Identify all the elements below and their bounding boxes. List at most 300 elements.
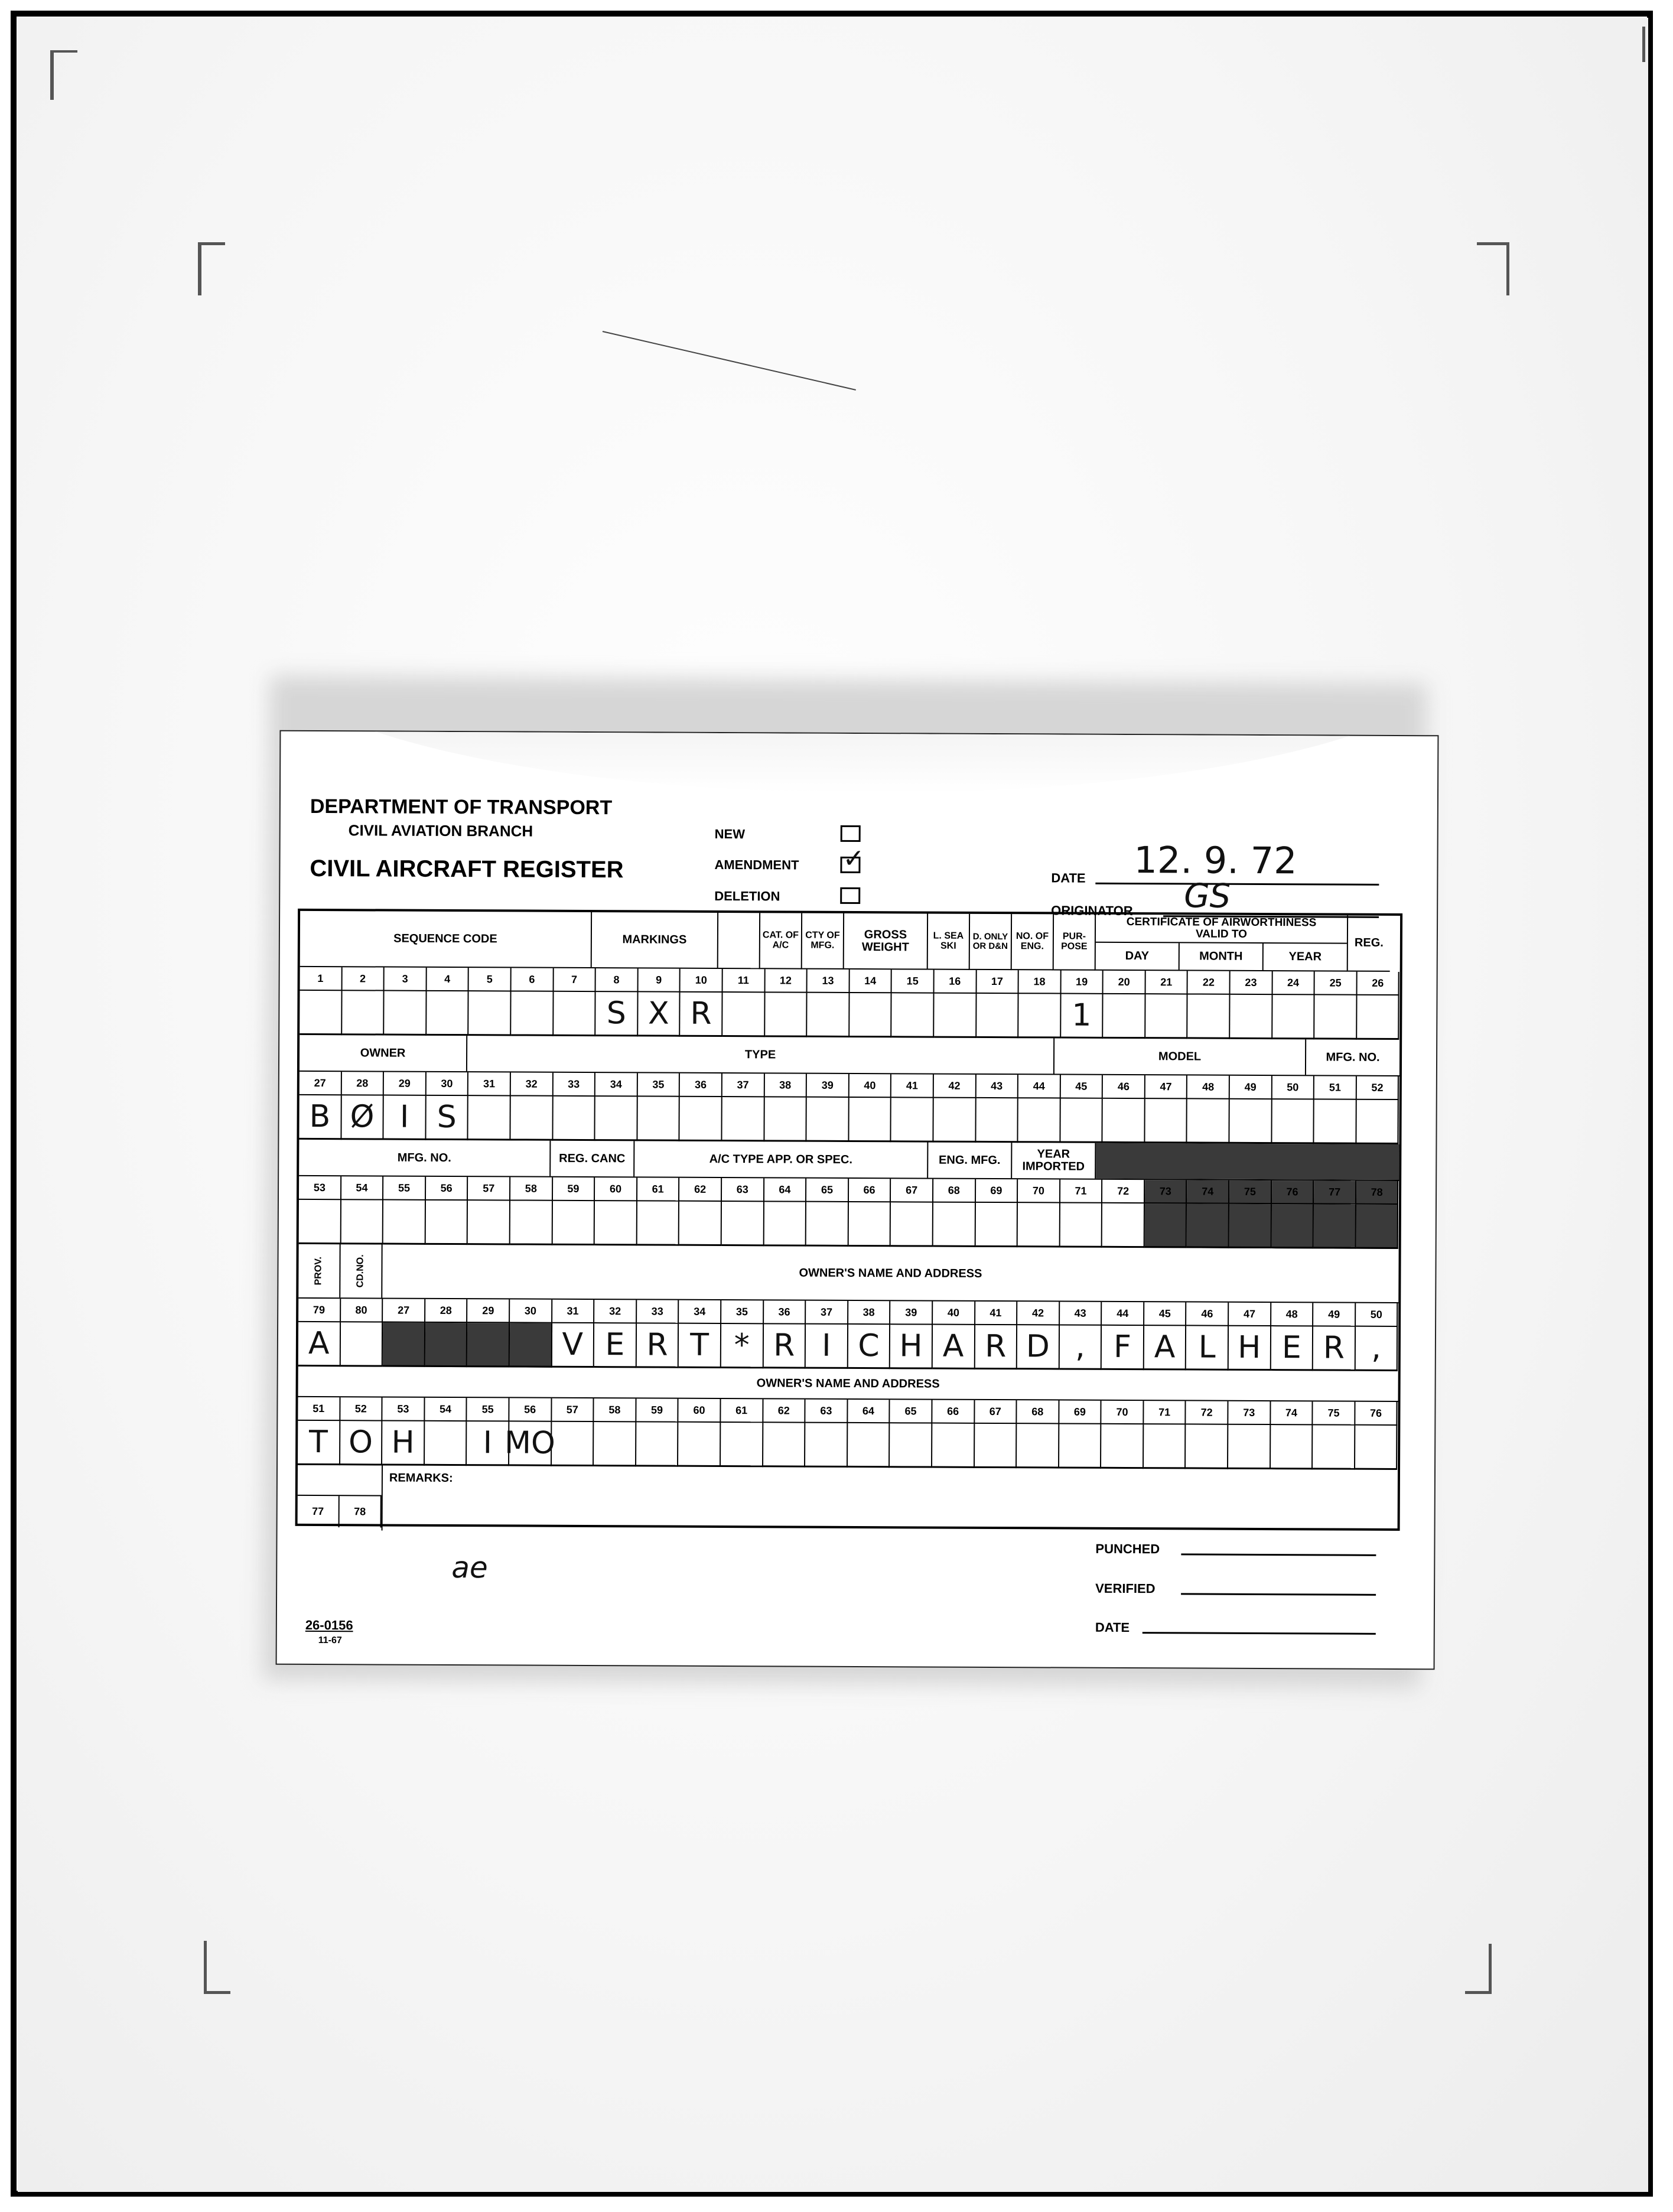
entry-cell[interactable] (1314, 1204, 1356, 1248)
entry-cell[interactable] (1102, 1203, 1145, 1248)
entry-cell[interactable] (891, 1202, 933, 1247)
entry-cell[interactable] (1272, 995, 1315, 1039)
card-curl (276, 730, 1439, 796)
entry-cell[interactable]: T (298, 1421, 340, 1465)
column-number: 66 (932, 1400, 975, 1424)
entry-cell[interactable]: C (848, 1325, 890, 1369)
blank-header (718, 913, 760, 969)
entry-cell[interactable] (1145, 1203, 1187, 1248)
column-number: 76 (1355, 1402, 1398, 1426)
column-number: 73 (1145, 1180, 1187, 1203)
cdno-label: CD.NO. (355, 1254, 366, 1288)
column-number: 50 (1272, 1076, 1314, 1100)
column-number: 79 (298, 1299, 341, 1322)
entry-cell[interactable] (1271, 1204, 1314, 1248)
column-number: 26 (1357, 972, 1399, 996)
cdno-header (340, 1244, 382, 1297)
column-number: 31 (552, 1300, 595, 1323)
entry-cell[interactable] (806, 1202, 849, 1247)
column-number: 38 (848, 1301, 891, 1325)
entry-cell[interactable] (341, 1200, 383, 1244)
shaded-block (1096, 1143, 1399, 1180)
entry-cell[interactable] (678, 1423, 721, 1467)
entry-cell[interactable] (594, 1422, 636, 1466)
entry-cell[interactable] (636, 1422, 679, 1466)
entry-cell[interactable]: B (299, 1095, 341, 1140)
column-number: 61 (637, 1177, 680, 1201)
row5-header (298, 1367, 1398, 1402)
column-number: 60 (679, 1399, 721, 1423)
column-number: 46 (1187, 1302, 1229, 1326)
column-number: 59 (636, 1398, 679, 1422)
entry-cell[interactable] (1145, 1099, 1187, 1143)
entry-cell[interactable] (1103, 994, 1145, 1039)
entry-cell[interactable] (552, 1201, 595, 1245)
reg-header: REG. (1348, 916, 1390, 972)
aircraft-register-card (276, 730, 1439, 1670)
new-label: NEW (714, 826, 746, 842)
crop-mark (198, 242, 225, 295)
entry-cell[interactable] (890, 1423, 932, 1468)
entry-cell[interactable] (510, 1096, 553, 1140)
entry-cell[interactable]: I (806, 1325, 848, 1369)
entry-cell[interactable] (1101, 1424, 1144, 1469)
column-number: 12 (765, 969, 808, 993)
crop-mark (1465, 1944, 1492, 1994)
entry-cell[interactable] (977, 994, 1019, 1038)
entry-cell[interactable]: A (298, 1322, 341, 1367)
column-number: 63 (722, 1178, 764, 1202)
remarks-label: REMARKS: (389, 1471, 453, 1485)
column-number: 74 (1271, 1401, 1313, 1425)
no-eng-header: NO. OF ENG. (1012, 914, 1054, 970)
register-title: CIVIL AIRCRAFT REGISTER (310, 855, 624, 883)
row3-header (299, 1140, 1399, 1181)
airworthiness-title: CERTIFICATE OF AIRWORTHINESS VALID TO (1096, 915, 1347, 944)
amendment-label: AMENDMENT (714, 857, 799, 873)
type-header: TYPE (467, 1036, 1054, 1074)
entry-cell[interactable]: F (1102, 1326, 1144, 1370)
column-number: 39 (890, 1301, 933, 1325)
entry-cell[interactable] (680, 1097, 722, 1141)
column-number: 58 (594, 1398, 637, 1422)
entry-cell[interactable]: I (467, 1421, 509, 1466)
column-number: 76 (1272, 1180, 1314, 1204)
column-number: 64 (848, 1400, 890, 1423)
entry-cell[interactable] (427, 991, 469, 1036)
crop-mark (1619, 27, 1645, 62)
entry-cell[interactable] (1356, 1205, 1398, 1249)
column-number: 3 (385, 968, 427, 991)
mfg-no-header: MFG. NO. (1326, 1050, 1380, 1064)
column-number: 38 (764, 1074, 807, 1097)
gross-weight-header: GROSS WEIGHT (844, 913, 928, 970)
column-number: 70 (1018, 1179, 1060, 1203)
column-number: 69 (1059, 1400, 1102, 1424)
ac-type-header: A/C TYPE APP. OR SPEC. (634, 1141, 928, 1177)
entry-cell[interactable]: , (1059, 1325, 1102, 1370)
column-number: 54 (341, 1176, 384, 1200)
remarks-divider (382, 1465, 383, 1530)
entry-cell[interactable] (511, 991, 554, 1036)
entry-cell[interactable] (1355, 1426, 1398, 1470)
entry-cell[interactable] (1059, 1424, 1102, 1468)
entry-cell[interactable] (1188, 994, 1231, 1039)
column-number: 37 (806, 1301, 848, 1325)
year-imported-header: YEAR IMPORTED (1012, 1143, 1096, 1179)
entry-cell[interactable] (595, 1097, 638, 1141)
year-header: YEAR (1288, 950, 1322, 964)
entry-cell[interactable] (1017, 1424, 1059, 1468)
column-number: 29 (467, 1299, 510, 1323)
column-number: 19 (1061, 971, 1104, 994)
entry-cell[interactable] (764, 1202, 806, 1246)
entry-cell[interactable] (1228, 1425, 1271, 1469)
column-number: 47 (1229, 1303, 1271, 1326)
verified-line (1181, 1593, 1376, 1595)
column-number: 57 (552, 1398, 594, 1422)
entry-cell[interactable]: R (681, 993, 723, 1037)
column-number: 13 (808, 970, 850, 993)
column-number: 62 (679, 1178, 722, 1202)
row3-entries (299, 1200, 1399, 1249)
sea-ski-header: L. SEA SKI (928, 914, 970, 970)
column-number: 48 (1271, 1303, 1314, 1326)
column-number: 68 (933, 1179, 976, 1203)
entry-cell[interactable] (1356, 1100, 1399, 1144)
form-number: 26-0156 (305, 1617, 353, 1633)
column-number: 45 (1144, 1302, 1187, 1326)
column-number: 53 (299, 1176, 341, 1200)
column-number: 33 (553, 1073, 595, 1097)
dept-title: DEPARTMENT OF TRANSPORT (310, 795, 613, 819)
column-number: 74 (1187, 1180, 1229, 1203)
purpose-header: PUR- POSE (1054, 914, 1096, 970)
column-number: 17 (977, 970, 1019, 994)
entry-cell[interactable] (1187, 1099, 1230, 1143)
cty-header: CTY OF MFG. (802, 913, 844, 970)
column-number: 66 (849, 1179, 891, 1202)
column-number: 51 (298, 1397, 340, 1421)
punched-label: PUNCHED (1095, 1541, 1160, 1557)
crop-mark (1477, 242, 1509, 295)
date-label: DATE (1051, 870, 1086, 886)
column-number: 63 (805, 1400, 848, 1423)
crop-mark (204, 1941, 230, 1994)
entry-cell[interactable] (554, 992, 596, 1036)
entry-cell[interactable]: Ø (341, 1095, 384, 1140)
punched-line (1181, 1553, 1376, 1556)
register-grid (295, 909, 1403, 1531)
owner-name-header: OWNER'S NAME AND ADDRESS (799, 1266, 982, 1280)
entry-cell[interactable] (679, 1202, 722, 1246)
entry-cell[interactable] (721, 1423, 763, 1467)
column-number: 43 (976, 1075, 1018, 1098)
column-number: 18 (1019, 970, 1062, 994)
entry-cell[interactable] (805, 1423, 848, 1468)
column-number: 57 (468, 1177, 510, 1201)
entry-cell[interactable]: A (933, 1325, 975, 1370)
deletion-label: DELETION (714, 888, 780, 904)
column-number: 71 (1144, 1401, 1186, 1424)
owner-name-header-2: OWNER'S NAME AND ADDRESS (756, 1376, 940, 1391)
bottom-date-line (1143, 1632, 1376, 1635)
sequence-code-header: SEQUENCE CODE (300, 911, 592, 968)
entry-cell[interactable] (1229, 1100, 1272, 1144)
column-number: 39 (807, 1074, 849, 1098)
entry-cell[interactable]: * (721, 1324, 764, 1368)
column-number: 5 (469, 968, 512, 991)
entry-cell[interactable] (722, 1202, 764, 1246)
column-number: 78 (1356, 1181, 1399, 1205)
column-number: 56 (426, 1177, 468, 1201)
originator-value: GS (1184, 877, 1231, 916)
column-number: 48 (1187, 1075, 1230, 1099)
column-number: 21 (1145, 971, 1188, 994)
entry-cell[interactable] (848, 1202, 891, 1247)
column-number: 73 (1228, 1401, 1271, 1425)
column-number: 14 (849, 970, 892, 993)
branch-title: CIVIL AVIATION BRANCH (348, 821, 533, 840)
column-number: 68 (1017, 1400, 1059, 1424)
entry-cell[interactable]: , (1356, 1327, 1398, 1371)
entry-cell[interactable] (975, 1424, 1017, 1468)
column-number: 37 (722, 1074, 765, 1097)
entry-cell[interactable] (1187, 1203, 1229, 1248)
entry-cell[interactable] (722, 993, 765, 1037)
entry-cell[interactable] (722, 1097, 764, 1141)
entry-cell[interactable] (468, 1201, 510, 1245)
entry-cell[interactable] (425, 1323, 468, 1367)
column-number: 69 (975, 1179, 1018, 1203)
entry-cell[interactable] (1018, 1203, 1060, 1247)
deletion-checkbox[interactable] (840, 887, 860, 904)
entry-cell[interactable] (1314, 1100, 1357, 1144)
column-number: 6 (512, 968, 554, 991)
column-number: 49 (1230, 1076, 1272, 1100)
column-number: 43 (1060, 1302, 1102, 1325)
column-number: 36 (764, 1300, 806, 1324)
entry-cell[interactable] (934, 994, 977, 1038)
originator-label: ORIGINATOR (1051, 903, 1133, 919)
entry-cell[interactable]: I (384, 1096, 427, 1140)
entry-cell[interactable] (467, 1323, 510, 1367)
column-number: 35 (721, 1300, 764, 1324)
entry-cell[interactable] (892, 993, 935, 1037)
entry-cell[interactable] (384, 991, 427, 1036)
row1-entries (300, 991, 1399, 1040)
column-number: 20 (1104, 971, 1146, 994)
column-number: 34 (595, 1073, 638, 1097)
entry-cell[interactable]: R (763, 1324, 806, 1368)
column-number: 16 (934, 970, 977, 994)
column-number: 35 (638, 1073, 681, 1097)
column-number: 27 (383, 1299, 425, 1322)
entry-cell[interactable] (807, 1098, 849, 1142)
eng-mfg-header: ENG. MFG. (928, 1143, 1012, 1179)
entry-cell[interactable]: E (1271, 1326, 1313, 1371)
verified-label: VERIFIED (1095, 1580, 1156, 1596)
column-number: 64 (764, 1178, 807, 1202)
row1-header (300, 911, 1400, 972)
column-number: 44 (1102, 1302, 1144, 1326)
row5-entries (298, 1421, 1398, 1470)
entry-cell[interactable] (763, 1423, 806, 1467)
entry-cell[interactable] (1357, 996, 1399, 1040)
markings-header: MARKINGS (592, 912, 718, 969)
cat-header: CAT. OF A/C (760, 913, 802, 969)
column-number: 29 (384, 1072, 427, 1096)
column-number: 40 (933, 1302, 975, 1325)
column-number: 42 (934, 1075, 977, 1098)
entry-cell[interactable] (1314, 995, 1357, 1039)
entry-cell[interactable] (849, 993, 892, 1037)
entry-cell[interactable]: L (1186, 1326, 1229, 1370)
column-number: 40 (849, 1074, 891, 1098)
column-number: 15 (892, 970, 935, 993)
entry-cell[interactable] (933, 1098, 976, 1143)
entry-cell[interactable]: O (340, 1421, 383, 1465)
entry-cell[interactable] (932, 1424, 975, 1468)
column-number: 58 (510, 1177, 553, 1201)
entry-cell[interactable]: R (637, 1323, 679, 1368)
entry-cell[interactable] (299, 1200, 341, 1244)
column-number: 10 (681, 969, 723, 993)
entry-cell[interactable]: V (552, 1323, 594, 1368)
entry-cell[interactable] (764, 1097, 807, 1141)
entry-cell[interactable] (425, 1201, 468, 1245)
entry-cell[interactable] (848, 1423, 890, 1468)
column-number: 11 (722, 969, 765, 993)
new-checkbox[interactable] (841, 825, 861, 842)
entry-cell[interactable] (553, 1097, 595, 1141)
remarks-n77: 77 (298, 1496, 340, 1527)
entry-cell[interactable]: A (1144, 1326, 1187, 1370)
entry-cell[interactable] (595, 1201, 637, 1245)
mfg-no-header-2: MFG. NO. (299, 1140, 551, 1176)
entry-cell[interactable]: H (1229, 1326, 1271, 1371)
entry-cell[interactable]: R (1313, 1326, 1356, 1371)
column-number: 59 (553, 1177, 595, 1201)
check-mark: ✓ (842, 843, 865, 874)
column-number: 30 (510, 1299, 552, 1323)
column-number: 24 (1272, 971, 1315, 995)
column-number: 32 (511, 1072, 554, 1096)
month-header: MONTH (1180, 943, 1264, 970)
column-number: 56 (509, 1398, 552, 1421)
entry-cell[interactable] (1018, 1098, 1061, 1143)
entry-cell[interactable] (383, 1322, 425, 1367)
column-number: 1 (300, 967, 343, 991)
column-number: 65 (806, 1179, 849, 1202)
column-number: 67 (891, 1179, 933, 1202)
column-number: 49 (1313, 1303, 1356, 1326)
entry-cell[interactable] (891, 1098, 934, 1142)
entry-cell[interactable]: X (638, 992, 681, 1036)
entry-cell[interactable] (975, 1203, 1018, 1247)
entry-cell[interactable] (1145, 994, 1188, 1039)
owner-header: OWNER (300, 1035, 467, 1071)
entry-cell[interactable] (849, 1098, 891, 1142)
column-number: 52 (340, 1397, 383, 1421)
entry-cell[interactable]: S (426, 1096, 468, 1140)
entry-cell[interactable]: H (382, 1421, 425, 1465)
entry-cell[interactable] (1060, 1203, 1102, 1247)
entry-cell[interactable]: R (975, 1325, 1017, 1370)
row2-entries (299, 1095, 1399, 1144)
entry-cell[interactable]: D (1017, 1325, 1060, 1370)
entry-cell[interactable] (468, 1096, 511, 1140)
entry-cell[interactable] (1144, 1424, 1186, 1469)
entry-cell[interactable] (976, 1098, 1018, 1143)
entry-cell[interactable]: T (679, 1324, 721, 1368)
day-header: DAY (1096, 943, 1180, 970)
bottom-date-label: DATE (1095, 1619, 1130, 1635)
entry-cell[interactable]: 1 (1061, 994, 1104, 1039)
entry-cell[interactable] (933, 1203, 976, 1247)
entry-cell[interactable] (1060, 1099, 1103, 1143)
entry-cell[interactable] (1018, 994, 1061, 1038)
entry-cell[interactable] (300, 991, 342, 1035)
initials: ae (451, 1550, 488, 1585)
entry-cell[interactable]: S (595, 992, 638, 1036)
entry-cell[interactable] (552, 1422, 594, 1466)
entry-cell[interactable] (342, 991, 385, 1035)
entry-cell[interactable] (1271, 1425, 1313, 1469)
column-number: 53 (383, 1397, 425, 1421)
entry-cell[interactable] (765, 993, 808, 1037)
remarks-cells (298, 1495, 382, 1528)
entry-cell[interactable] (469, 991, 512, 1036)
airworthiness-header (1096, 915, 1348, 972)
entry-cell[interactable]: MO (509, 1421, 552, 1466)
column-number: 41 (891, 1074, 934, 1098)
entry-cell[interactable] (510, 1323, 552, 1367)
entry-cell[interactable] (1272, 1100, 1314, 1144)
entry-cell[interactable] (807, 993, 849, 1037)
column-number: 75 (1313, 1401, 1356, 1425)
column-number: 7 (554, 968, 596, 992)
entry-cell[interactable] (1313, 1425, 1355, 1469)
entry-cell[interactable] (1186, 1424, 1228, 1469)
entry-cell[interactable] (340, 1322, 383, 1367)
column-number: 72 (1102, 1180, 1145, 1203)
column-number: 55 (383, 1177, 426, 1201)
airworthiness-subheaders (1096, 943, 1347, 971)
column-number: 60 (595, 1177, 637, 1201)
prov-header (298, 1244, 340, 1297)
column-number: 27 (300, 1072, 342, 1095)
column-number: 41 (975, 1302, 1018, 1325)
entry-cell[interactable] (1230, 995, 1272, 1039)
entry-cell[interactable] (425, 1421, 467, 1466)
column-number: 42 (1017, 1302, 1060, 1325)
entry-cell[interactable] (637, 1097, 680, 1141)
entry-cell[interactable] (510, 1201, 553, 1245)
entry-cell[interactable] (383, 1201, 426, 1245)
column-number: 23 (1231, 971, 1273, 995)
entry-cell[interactable] (1103, 1099, 1145, 1143)
entry-cell[interactable] (637, 1201, 679, 1245)
column-number: 80 (341, 1299, 383, 1322)
entry-cell[interactable]: H (890, 1325, 933, 1369)
entry-cell[interactable] (1229, 1204, 1272, 1248)
column-number: 67 (975, 1400, 1017, 1424)
date-line (1095, 883, 1379, 886)
form-date: 11-67 (318, 1635, 342, 1646)
remarks-n78: 78 (340, 1496, 382, 1527)
entry-cell[interactable]: E (594, 1323, 637, 1368)
